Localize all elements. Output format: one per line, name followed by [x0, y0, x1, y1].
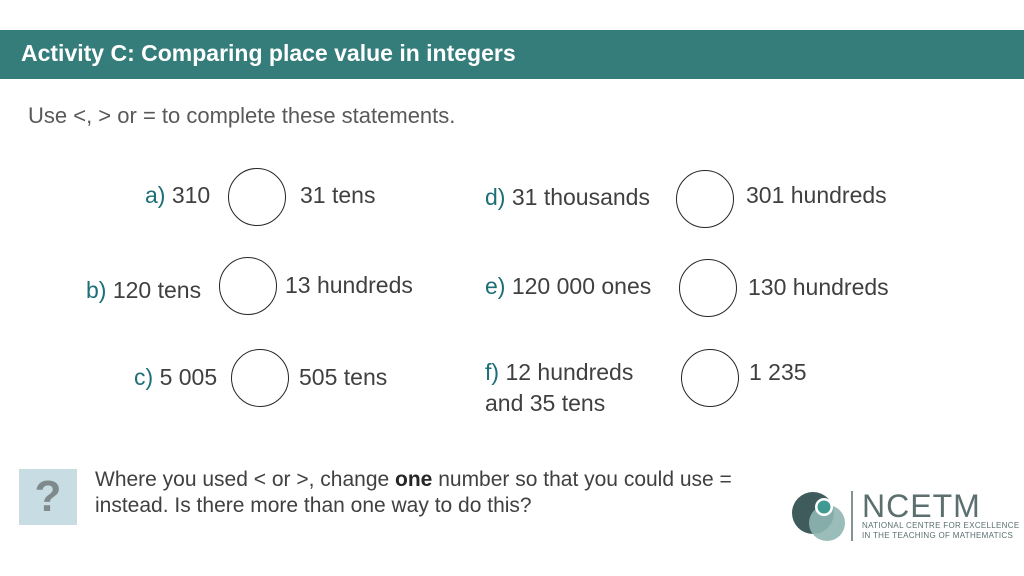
statement-d-left [485, 184, 650, 212]
comparison-circle-d[interactable] [676, 170, 734, 228]
instruction-text: Use <, > or = to complete these statements. [28, 103, 456, 128]
statement-e-left [485, 273, 651, 301]
statement-b-left [86, 277, 201, 305]
statement-a-left-value: 310 [171, 182, 211, 208]
comparison-circle-f[interactable] [681, 349, 739, 407]
question-mark-icon [19, 469, 77, 525]
statement-a-right-value: 31 tens [300, 182, 376, 208]
question-mark-symbol: ? [34, 472, 62, 521]
statement-a-left [145, 182, 210, 210]
logo-wordmark: NCETM [862, 488, 981, 524]
prompt-text-before: Where you used < or >, change [95, 468, 396, 491]
statement-e-left-value: 120 000 ones [511, 273, 652, 299]
comparison-circle-b[interactable] [219, 257, 277, 315]
comparison-circle-a[interactable] [228, 168, 286, 226]
logo-subtitle-line1: NATIONAL CENTRE FOR EXCELLENCE [862, 521, 1020, 530]
statement-b-right-value: 13 hundreds [285, 272, 413, 298]
statement-d-left-value: 31 thousands [511, 184, 650, 210]
logo-subtitle-line2: IN THE TEACHING OF MATHEMATICS [862, 531, 1014, 540]
prompt-text-after: number so that you could use = instead. Is there more than one way to do this? [95, 468, 732, 517]
prompt-bold-word: one [395, 468, 433, 491]
statement-f-left-line1: 12 hundreds [505, 359, 634, 385]
statement-c-left [134, 364, 217, 392]
statement-f-right-value: 1 235 [749, 359, 807, 385]
statement-d-right-value: 301 hundreds [746, 182, 887, 208]
statement-e-letter: e) [485, 273, 506, 299]
comparison-circle-c[interactable] [231, 349, 289, 407]
challenge-prompt [95, 467, 775, 519]
page-title: Activity C: Comparing place value in integers [21, 40, 516, 66]
statement-f-left [485, 359, 633, 387]
statement-c-left-value: 5 005 [159, 364, 218, 390]
statement-e-right-value: 130 hundreds [748, 274, 889, 300]
statement-b-letter: b) [86, 277, 107, 303]
statement-f-letter: f) [485, 359, 500, 385]
comparison-circle-e[interactable] [679, 259, 737, 317]
statement-d-letter: d) [485, 184, 506, 210]
statement-a-letter: a) [145, 182, 166, 208]
statement-c-right-value: 505 tens [299, 364, 388, 390]
statement-c-letter: c) [134, 364, 154, 390]
statement-b-left-value: 120 tens [112, 277, 202, 303]
statement-f-left-line2: and 35 tens [485, 390, 606, 416]
